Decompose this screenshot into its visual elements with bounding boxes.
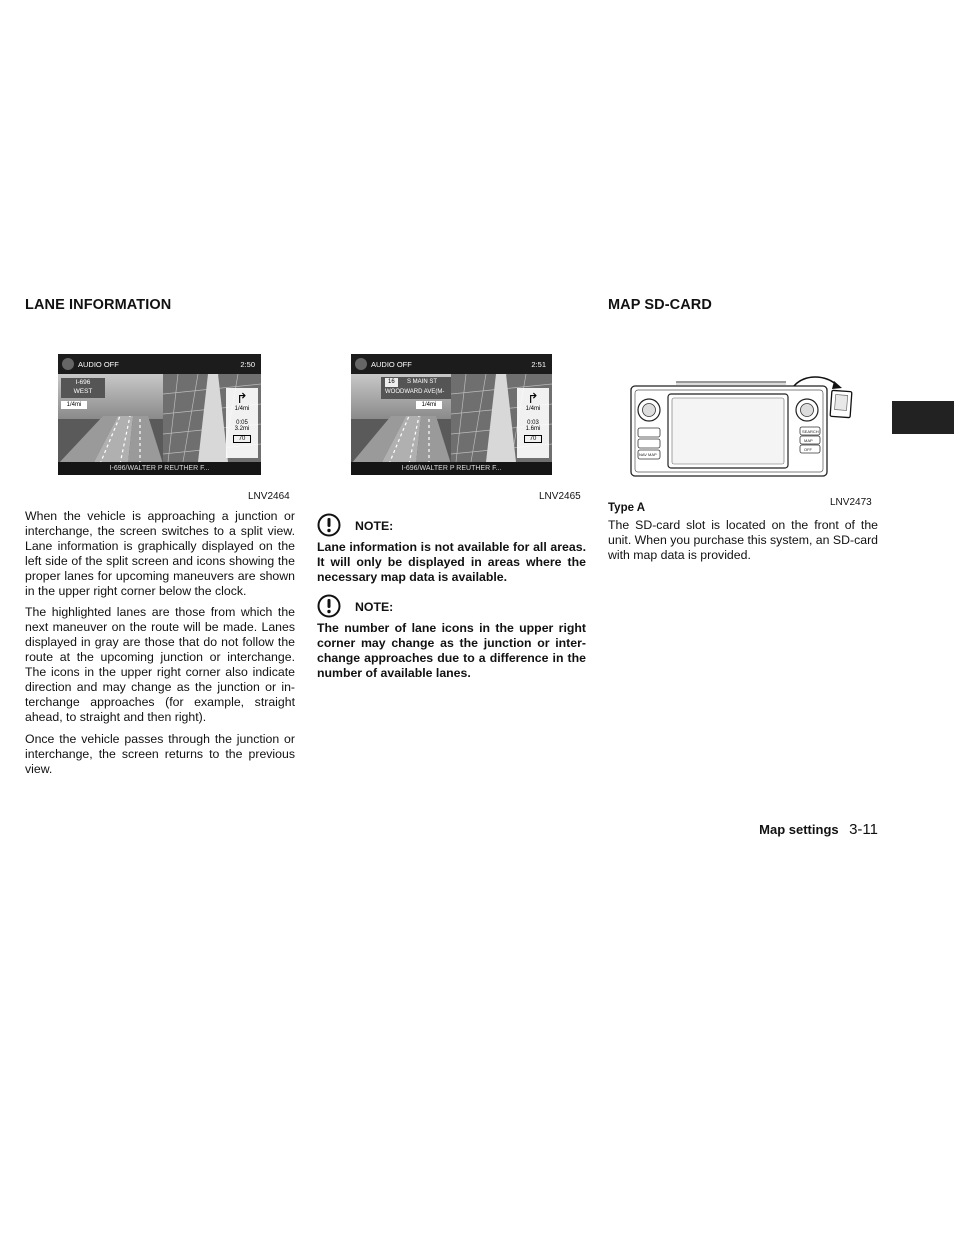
- off-button-label: OFF: [804, 447, 812, 452]
- route-sign-street: S MAIN ST: [407, 379, 438, 385]
- paragraph: The SD-card slot is located on the front of the unit. When you purchase this system, an SD-card with map data is provided.: [608, 518, 878, 562]
- head-unit-illustration: [626, 372, 868, 480]
- lane-info-screenshot-1: [58, 354, 261, 475]
- note-title: NOTE:: [355, 519, 394, 533]
- note-text: Lane information is not available for all areas. It will only be displayed in areas where the necessary map data is available.: [317, 540, 586, 584]
- screen-top-bar: [58, 354, 261, 374]
- lane-icons: [229, 390, 255, 454]
- audio-icon: [355, 358, 367, 370]
- route-sign: [61, 378, 105, 398]
- chapter-tab: [892, 401, 954, 434]
- eta-time: 0:05: [236, 420, 248, 426]
- head-unit-drawing: [626, 372, 868, 480]
- speed-limit: 70: [233, 435, 251, 443]
- lane-icons: [520, 390, 546, 454]
- current-street: I-696/WALTER P REUTHER F...: [58, 462, 261, 475]
- lane-distance: 1/4mi: [234, 406, 250, 412]
- distance-to-maneuver: 1/4mi: [61, 401, 87, 409]
- turn-arrow-icon: ↱: [527, 390, 539, 406]
- search-button-label: SEARCH: [802, 429, 819, 434]
- caution-icon: [317, 594, 341, 618]
- figure-caption: LNV2464: [248, 491, 290, 502]
- turn-arrow-icon: ↱: [236, 390, 248, 406]
- note-block: [317, 513, 586, 585]
- lane-distance: 1/4mi: [525, 406, 541, 412]
- note-block: [317, 594, 586, 681]
- map-sd-card-heading: MAP SD-CARD: [608, 297, 712, 313]
- figure-caption: LNV2473: [830, 497, 872, 508]
- clock: 2:50: [240, 360, 255, 369]
- route-sign-number: 16: [385, 378, 398, 387]
- route-sign: [381, 377, 451, 399]
- screen-top-bar: [351, 354, 552, 374]
- eta-time: 0:03: [527, 420, 539, 426]
- section-name: Map settings: [759, 822, 839, 837]
- route-sign-street: WOODWARD AVE(M-: [385, 389, 445, 395]
- nav-map-button-label: NAV MAP: [639, 452, 657, 457]
- left-body: [25, 509, 295, 776]
- current-street: I-696/WALTER P REUTHER F...: [351, 462, 552, 475]
- paragraph: Once the vehicle passes through the junction or interchange, the screen returns to the previous view.: [25, 731, 295, 776]
- page-number: 3-11: [849, 821, 878, 838]
- figure-caption: LNV2465: [539, 491, 581, 502]
- caution-icon: [317, 513, 341, 537]
- audio-status: AUDIO OFF: [78, 360, 119, 369]
- clock: 2:51: [531, 360, 546, 369]
- paragraph: The highlighted lanes are those from which the next maneuver on the route will be made. Lanes displayed in gray are those that do not follow the route at the upcoming junction or interchange. The icons in the upper right corner also indicate direction and may change as the junction or in-terchange approaches (for example, straight ahead, to straight and then right).: [25, 605, 295, 724]
- route-sign-direction: WEST: [73, 388, 93, 395]
- type-label: Type A: [608, 502, 646, 514]
- lane-information-heading: LANE INFORMATION: [25, 297, 172, 313]
- route-sign-number: I-696: [75, 379, 91, 386]
- speed-limit: 70: [524, 435, 542, 443]
- audio-status: AUDIO OFF: [371, 360, 412, 369]
- note-title: NOTE:: [355, 600, 394, 614]
- note-text: The number of lane icons in the upper right corner may change as the junction or inter-change approaches due to a difference in the number of available lanes.: [317, 621, 586, 680]
- remaining-distance: 1.6mi: [525, 426, 541, 432]
- distance-to-maneuver: 1/4mi: [416, 401, 442, 409]
- paragraph: When the vehicle is approaching a junction or interchange, the screen switches to a split view. Lane information is graphically displayed on the left side of the split screen and icons showing the proper lanes for upcoming maneuvers are shown in the upper right corner below the clock.: [25, 509, 295, 598]
- audio-icon: [62, 358, 74, 370]
- map-button-label: MAP: [804, 438, 813, 443]
- remaining-distance: 3.2mi: [234, 426, 250, 432]
- page-footer: [700, 821, 878, 839]
- lane-info-screenshot-2: [351, 354, 552, 475]
